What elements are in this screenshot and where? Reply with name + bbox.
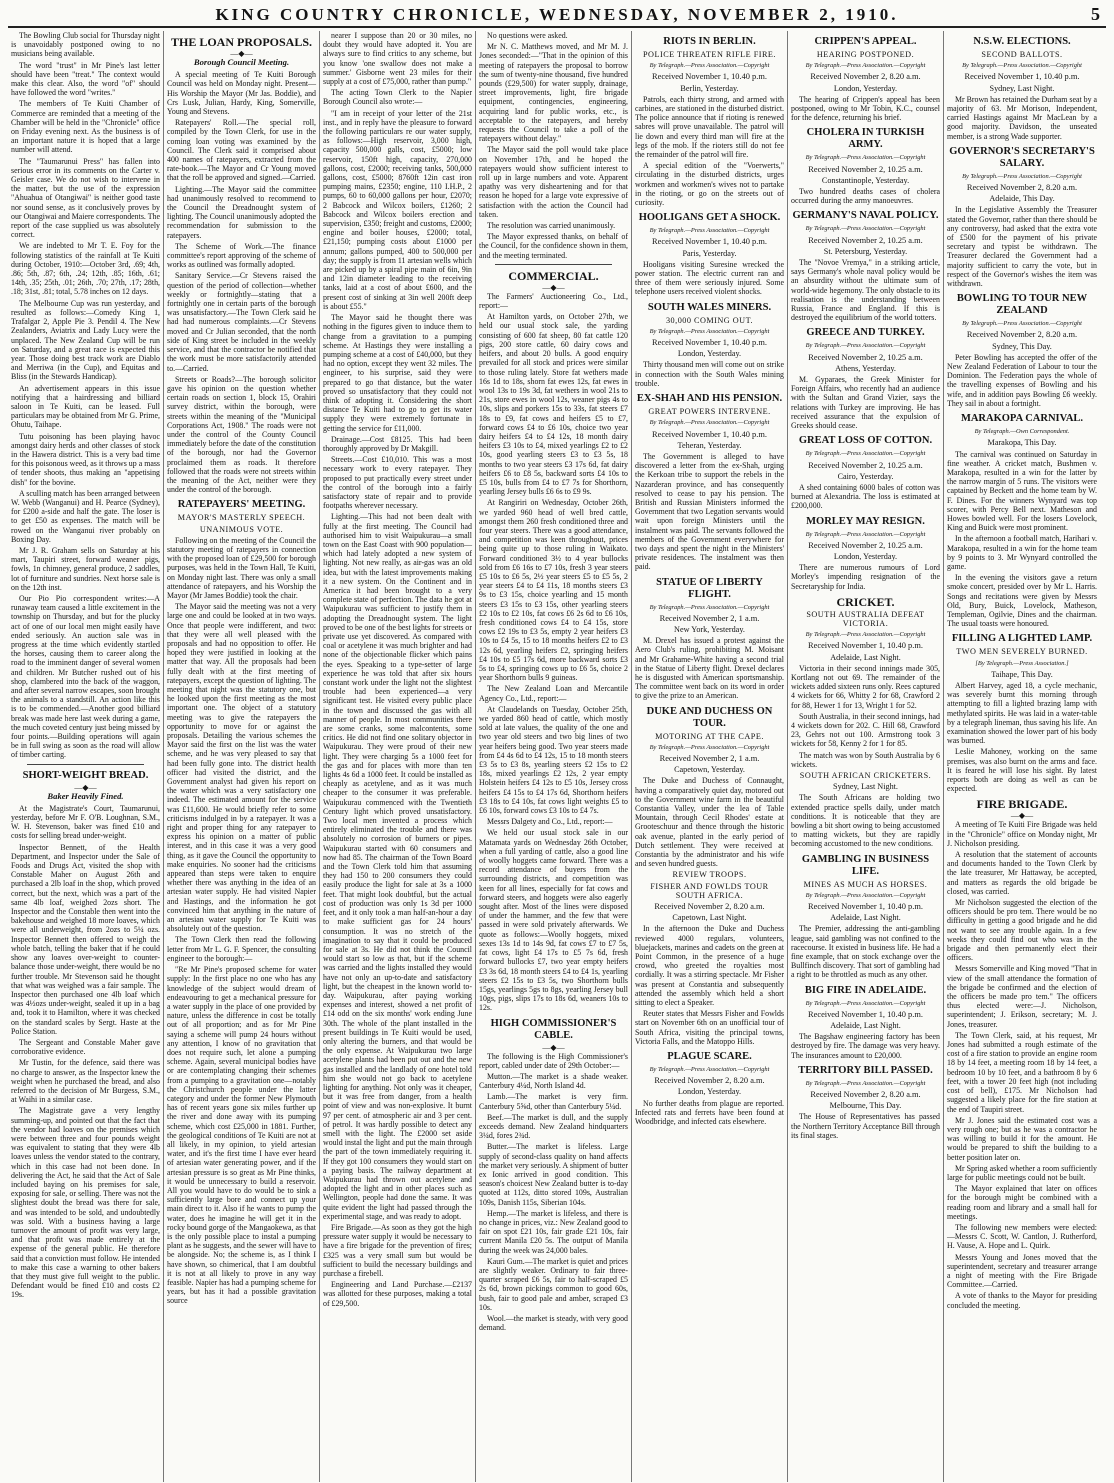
paragraph: In the Legislative Assembly the Treasurer stated the Governor, rather than there should be any controversy, had asked that the extra vote of £500 for the payment of his private secretary and typist be withdrawn. The Treasurer declared the Government had a majority sufficient to carry the vote, but in respect of the Governor's wishes the item was withdrawn.	[947, 205, 1097, 289]
paragraph: Butter.—The market is lifeless. Large supply of second-class quality on hand affects the market very seriously. A shipment of butter ex Ionic arrived in good condition. This season's choicest New Zealand butter is to-day quoted at 112s, ditto stored 109s, Australian 109s, Danish 115s, Siberian 104s.	[479, 1142, 628, 1207]
wire-credit: By Telegraph.—Press Association.—Copyright	[805, 999, 926, 1007]
headline-loan-proposals: THE LOAN PROPOSALS.	[170, 35, 313, 49]
paragraph: A special meeting of Te Kuiti Borough Council was held on Monday night. Present—His Worship the Mayor (Mr Jas. Boddie), and Crs Lusk, Julian, Hardy, King, Somerville, Young and Stevens.	[167, 70, 316, 117]
paragraph: The Mayor said the meeting was not a very large one and could be looked at in two ways. Once that people were indifferent, and two: that they were all well pleased with the proposals and had no opposition to offer. He hoped they were justified in looking at the matter that way. All the proposals had been fully dealt with at the first meeting of ratepayers, except the question of lighting. The meeting that night was the statutory one, but he looked upon the first meeting as the most important one. The object of a statutory meeting was to give the ratepayers the opportunity to move for or against the proposals. Detailing the various schemes the Mayor said the first on the list was the water scheme, and he was very pleased to say that had been fully gone into. The district health officer had visited the district, and the Government analyst had given his report on the water which was a very satisfactory one indeed. The estimated amount for the service was £11,600. He would briefly refer to some criticisms indulged in by a ratepayer. It was a right and proper thing for any ratepayer to express his opinion on a matter of public interest, and in this case it was a very good thing, as it gave the Council the opportunity to make enquiries. No sooner had the criticisms appeared than steps were taken to enquire whether there was anything in the idea of an artesian water supply. He had visited Napier and Hastings, and the information he got convinced him that anything in the nature of an artesian water supply for Te Kuiti was absolutely out of the question.	[167, 602, 316, 934]
paragraph: The Town Clerk, said, at his request, Mr Jones had submitted a rough estimate of the cost of a fire station to provide an engine room 18 by 14 feet, a meeting room 18 by 14 feet, a bedroom 10 by 10 feet, and a bathroom 8 by 6 feet, with a tower 20 feet high (not including cost of bell), £175. Mr Nicholson had suggested a likely place for the fire station at the end of Taupiri street.	[947, 1030, 1097, 1114]
column-6	[788, 31, 944, 1482]
subhead-second-ballots: SECOND BALLOTS.	[981, 50, 1063, 59]
wire-credit: By Telegraph.—Press Association.—Copyright	[805, 891, 926, 899]
paragraph: Messrs Dalgety and Co., Ltd., report:—	[487, 817, 613, 827]
paragraph: In the evening the visitors gave a return smoke concert, presided over by Mr L. Harris. Songs and recitations were given by Messrs Old, Bury, Buick, Lovelock, Matheson, Templeman, Ogilvie, Dines and the chairman. The usual toasts were honoured.	[947, 573, 1097, 629]
paragraph: Mr Spring asked whether a room sufficiently large for public meetings could not be built.	[947, 1163, 1097, 1182]
received-line: Received November 2, 10.25 a.m.	[808, 164, 923, 174]
headline-cholera: CHOLERA IN TURKISH ARMY.	[806, 127, 925, 151]
headline-lighted-lamp: FILLING A LIGHTED LAMP.	[951, 633, 1093, 645]
article-body	[635, 260, 784, 297]
headline-gambling: GAMBLING IN BUSINESS LIFE.	[801, 853, 930, 877]
received-line: Received November 2, 8.20 a.m.	[654, 1076, 765, 1086]
paragraph: In the afternoon the Duke and Duchess reviewed 4000 regulars, volunteers, bluejackets, marines and cadets on the green at Point Common, in the presence of a huge crowd, who greeted the royalties most cordially. It was a stirring spectacle. Mr Fisher was present at Constantia and subsequently attended the assembly which held a short sitting to elect a Speaker.	[635, 924, 784, 1008]
paragraph: The Farmers' Auctioneering Co., Ltd., report:—	[479, 291, 628, 311]
received-line: Received November 2, 8.20 a.m.	[810, 1090, 921, 1100]
article-body	[635, 776, 784, 868]
article-body	[635, 636, 784, 700]
headline-high-commissioner-cable: HIGH COMMISSIONER'S CABLE.	[490, 1017, 617, 1041]
paragraph: The acting Town Clerk to the Napier Borough Council also wrote:—	[323, 88, 472, 107]
col4-cable-paragraphs	[479, 1052, 628, 1333]
place-line: Adelaide, Last Night.	[830, 652, 901, 662]
paragraph: A vote of thanks to the Mayor for presiding concluded the meeting.	[947, 1291, 1097, 1310]
article-body	[635, 360, 784, 388]
paragraph: M. Drexel has issued a protest against the Aero Club's ruling, prohibiting M. Moisant and Mr Grahame-White having a second trial in the Statue of Liberty flight. Drexel declares he is disgusted with American sportsmanship. The committee went back on its word in order to give the prize to an American.	[635, 636, 784, 701]
received-line: Received November 2, 8.20 a.m.	[966, 183, 1078, 193]
paragraph: Ratepayers' Roll.—The special roll, compiled by the Town Clerk, for use in the coming loan voting was examined by the Council. The Clerk said it comprised about 400 names of ratepayers, extracted from the rate-book.—The Mayor and Cr Young moved that the roll be approved and signed.—Carried.	[167, 118, 316, 183]
paragraph: M. Gyparaes, the Greek Minister for Foreign Affairs, who recently had an audience with the Sultan and Grand Vizier, says the relations with Turkey are improving. He has received assurance that the expulsion of Greeks should cease.	[791, 375, 940, 431]
wire-credit: By Telegraph.—Press Association.—Copyright	[962, 320, 1082, 328]
wire-credit: By Telegraph.—Own Correspondent.	[974, 428, 1070, 436]
wire-credit: By Telegraph.—Press Association.—Copyright	[649, 603, 770, 611]
article-body	[947, 820, 1097, 1309]
place-line: New York, Yesterday.	[674, 624, 745, 634]
paragraph: At the Magistrate's Court, Taumarunui, yesterday, before Mr F. O'B. Loughnan, S.M., W. H. Stevenson, baker was fined £10 and costs for selling bread under-weight.	[11, 803, 160, 841]
paragraph: Mutton.—The market is a shade weaker. Canterbury 4¼d, North Island 4d.	[479, 1071, 628, 1091]
ornament-dash: —◆—	[1010, 811, 1034, 821]
wire-credit: [By Telegraph.—Press Association.]	[975, 659, 1069, 667]
paragraph: Mr J. R. Graham sells on Saturday at his mart, Taupiri street, forward weaner pigs, fowls, 1n chimney, general produce, 2 saddles, lot of furniture and sundries. Next horse sale is on the 12th inst.	[11, 545, 160, 592]
paragraph: No further deaths from plague are reported. Infected rats and ferrets have been found at Woodbridge, and infected cats elsewhere.	[635, 1098, 784, 1127]
column-5	[632, 31, 788, 1482]
paragraph: The resolution was carried unanimously.	[487, 221, 616, 231]
headline-crippen: CRIPPEN'S APPEAL.	[814, 36, 917, 47]
paragraph: Lighting.—The Mayor said the committee had unanimously resolved to recommend to the Council the Dreadnought system of lighting. The Council unanimously adopted the recommendation for submission to the ratepayers.	[167, 184, 316, 240]
article-body	[791, 258, 940, 322]
headline-bowling-tour: BOWLING TO TOUR NEW ZEALAND	[956, 293, 1088, 317]
paragraph: At Hamilton yards, on October 27th, we held our usual stock sale, the yarding consisting of 600 fat sheep, 80 fat cattle 120 pigs, 200 store cattle, 60 dairy cows and heifers, and about 20 bulls. A good enquiry prevailed for all stock and prices were similar to those ruling lately. Store fat wethers made 16s 1d to 18s, shorn fat ewes 12s, fat ewes in wool 13s to 19s 3d, fat wethers in wool 21s to 21s, store ewes in wool 12s, weaner pigs 4s to 10s, slips and porkers 15s to 33s, fat steers £7 18s to £9, fat cows and heifers £5 to £7, forward cows £4 to £6 10s, choice two year dairy heifers £4 to £4 12s, 18 month dairy heifers £3 10s to £4, mixed yearlings £2 to £2 10s, good yearling steers £3 to £3 5s, 18 months to two year steers £3 17s 6d, fat dairy heifers £6 to £8 5s, backward sorts £4 10s to £5 10s, bulls from £4 to £7 7s for Shorthorn, yearling Jersey bulls £6 6s to £9 9s.	[479, 312, 628, 497]
place-line: Sydney, This Day.	[992, 341, 1052, 351]
article-body	[791, 95, 940, 123]
place-line: Sydney, Last Night.	[989, 83, 1055, 93]
wire-credit: By Telegraph.—Press Association.—Copyright	[805, 1079, 926, 1087]
wire-credit: By Telegraph.—Press Association.—Copyright	[805, 154, 926, 162]
paragraph: The Premier, addressing the anti-gambling league, said gambling was not confined to the racecourse. It existed in business life. He had a fine example, that on stock exchange over the Bullfinch discovery. That sort of gambling had a right to be throttled as much as any other.	[791, 924, 940, 980]
place-line: Athens, Yesterday.	[835, 363, 896, 373]
wire-credit: By Telegraph.—Press Association.—Copyright	[805, 342, 926, 350]
paragraph: The word "trust" in Mr Pine's last letter should have been "treat." The context would make this clear. Also, the word "of" should have followed the word "writes."	[11, 60, 160, 98]
col4-commercial-paragraphs	[479, 292, 628, 1013]
paragraph: The "Novoe Vremya," in a striking article, says Germany's whole naval policy would be an absurdity without the ultimate sum of world-wide hegemony. The only obstacle to its realisation is the understanding between Russia, France and England. If this is destroyed the equilibrium of the world totters.	[791, 258, 940, 323]
column-7	[944, 31, 1100, 1482]
separator-rule	[495, 264, 612, 265]
wire-credit: By Telegraph.—Press Association.—Copyright	[649, 62, 770, 70]
paragraph: Mr Brown has retained the Durham seat by a majority of 63. Mr Morison, Independent, carried Hastings against Mr MacLean by a good majority. Davidson, the unseated member, is a strong Wade supporter.	[947, 94, 1097, 141]
received-line: Received November 2, 8.20 a.m.	[810, 72, 921, 82]
wire-credit: By Telegraph.—Press Association.—Copyright	[805, 225, 926, 233]
paragraph: The Mayor explained that later on offices for the borough might be combined with a reading room and library and a small hall for meetings.	[947, 1184, 1097, 1221]
received-line: Received November 1, 10.40 p.m.	[652, 237, 767, 247]
paragraph: A special edition of the "Voerwerts," circulating in the disturbed districts, urges workmen and workmen's wives not to partake in the rioting, or go on the streets out of curiosity.	[635, 161, 784, 208]
subhead-fisher-fowlds: FISHER AND FOWLDS TOUR SOUTH AFRICA.	[650, 881, 769, 900]
place-line: Cairo, Yesterday.	[837, 471, 894, 481]
received-line: Received November 1, 10.40 p.m.	[808, 641, 923, 651]
article-body	[791, 924, 940, 979]
wire-credit: By Telegraph.—Press Association.—Copyright	[649, 743, 770, 751]
headline-marakopa-carnival: MARAKOPA CARNIVAL.	[960, 413, 1084, 425]
paragraph: The Mayor said the poll would take place on November 17th, and he hoped the ratepayers would show sufficient interest to roll up in large numbers and vote. Apparent apathy was very disheartening and for that reason he hoped for a large vote expressive of satisfaction with the action the Council had taken.	[479, 145, 628, 219]
paragraph: Lamb.—The market is very firm. Canterbury 5⅝d, other than Canterbury 5¼d.	[479, 1092, 628, 1111]
article-body	[791, 187, 940, 205]
paragraph: The Magistrate gave a very lengthy summing-up, and pointed out that the fact that the vendor had loaves on the premises which were between three and four pounds weight was equivalent to stating that they were 4lb loaves unless the vendor stated to the contrary, which in this case had not been done. In delivering the Act, he said that the Act of Sale included baying on his premises for sale, exposing for sale, or selling. There was not the slightest doubt the bread was there for sale, and was intended to be sold, and undoubtedly was sold. With a business having a large turnover the amount of profit was very large, and that profit was made entirely at the expense of the general public. He therefore said that a conviction must follow. He intended to make this case a warning to other bakers that they must give full weight to the public. Defendant would be fined £10 and costs £2 19s.	[11, 1106, 160, 1300]
paragraph: Lighting.—This had not been dealt with fully at the first meeting. The Council had authorised him to visit Waipukurau—a small town on the East Coast with 900 population—which had lately adopted a new system of lighting. Not new really, as air-gas was an old idea, but with the latest improvements making it a new system. On the Continent and in America it had been brought to a very complete state of perfection. The data he got at Waipukurau was sufficient to justify them in adopting the Dreadnought system. The light proved to be one of the best lights for streets or private use yet discovered. As compared with coal or acetylene it was much brighter and had none of the objectionable flicker which pains the eyes. Speaking to a type-setter of large experience he was told that after six hours constant work under the light not the slightest trouble had been experienced—a very significant test. He visited every public place in the town and discussed the gas with all manner of people. In most communities there are some cranks, some malcontents, some critics. He did not find one solitary objector in Waipukurau. They were proud of their new light. They were charging 5s a 1000 feet for the gas and for places with more than ten lights 4s 6d a 1000 feet. It could be installed as cheaply as acetylene, and as it was much cheaper to the consumer it was preferable. Waipukurau commenced with the Twentieth Century light which proved unsatisfactory. Two local men invented a process which entirely eliminated the trouble and there was absolutely no corrosion of burners or pipes. Waipukurau started with 60 consumers and now had 85. The chairman of the Town Board and the Town Clerk told him that assuming they had 150 to 200 consumers they could easily produce the light for sale at 3s a 1000 feet. That might look doubtful, but the actual cost of production was only 1s 3d per 1000 feet, and it only took a man half-an-hour a day to make sufficient gas for 24 hours' consumption. It was no stretch of the imagination to say that it could be produced for sale at 3s. He did not think the Council would start so low as that, but if the scheme was carried and the lights installed they would have not only an up-to-date and satisfactory light, but the cheapest in the known world to-day. Waipukurau, after paying working expenses and interest, showed a net profit of £14 odd on the six months' work ending June 30th. The whole of the plant installed in the present buildings in Te Kuiti would be used, only altering the burners, and that would be the only expense. At Waipukurau two large acetylene plants had been put out and the new gas installed and the landlady of one hotel told him she would not go back to acetylene lighting for anything. Not only was it cheaper, but it was free from danger, from a health point of view and was non-explosive. It burnt 97 per cent. of atmospheric air and 3 per cent. of petrol. It was hardly possible to detect any smell with the light. The £2000 set aside would instal the light and put the main through the part of the town immediately requiring it. If they got 100 consumers they would start on a paying basis. The railway department at Waipukurau had thrown out acetylene and adopted the light and in other places such as Wellington, people had done the same. It was quite evident the light had passed through the experimental stage, and was ready to adopt.	[323, 512, 473, 1221]
paragraph: A meeting of Te Kuiti Fire Brigade was held in the "Chronicle" office on Monday night, Mr J. Nicholson presiding.	[947, 820, 1097, 848]
received-line: Received November 2, 10.25 a.m.	[808, 460, 923, 470]
paragraph: The Bowling Club social for Thursday night is unavoidably postponed owing to no musicians being available.	[11, 31, 160, 59]
received-line: Received November 1, 10.40 p.m.	[652, 429, 767, 439]
column-3	[320, 31, 476, 1482]
received-line: Received November 2, 1 a.m.	[659, 613, 760, 623]
paragraph: Hemp.—The market is lifeless, and there is no change in prices, viz.: New Zealand good to fair on spot £21 10s, fair grade £21 10s, fair current Manila £20 5s. The output of Manila during the week was 24,000 bales.	[479, 1208, 628, 1255]
headline-nsw-elections: N.S.W. ELECTIONS.	[973, 36, 1071, 47]
paragraph: We are indebted to Mr T. E. Foy for the following statistics of the rainfall at Te Kuiti during October, 1910:—October 3rd, .69; 4th, .86; 5th, .87; 6th, .24; 12th, .85; 16th, .61; 14th, .35; 25th, .01; 26th, .70; 27th, .17; 28th, .18; 31st, .81; total, 5.78 inches on 12 days.	[11, 241, 160, 297]
ornament-dash: —◆—	[74, 782, 97, 792]
place-line: London, Yesterday.	[833, 551, 898, 561]
place-line: Paris, Yesterday.	[682, 248, 737, 258]
place-line: Adelaide, Last Night.	[830, 1021, 901, 1031]
subhead-motoring: MOTORING AT THE CAPE.	[655, 731, 764, 741]
ornament-dash: —◆—	[542, 1042, 565, 1052]
headline-cricket: CRICKET.	[836, 594, 895, 609]
headline-commercial: COMMERCIAL.	[508, 268, 599, 283]
place-line: Marakopa, This Day.	[987, 438, 1057, 448]
paragraph: Messrs Somerville and King moved "That in view of the small attendance the formation of the brigade be confirmed and the election of the officers be made pro tem." The officers thus elected were:—J. Nicholson, superintendent; J. Erikson, secretary; M. J. Jones, treasurer.	[947, 964, 1097, 1029]
paragraph: The carnival was continued on Saturday in fine weather. A cricket match, Bushmen v. Marakopa, resulted in a win for the latter by the narrow margin of 5 runs. The visitors were captained by Beckett and the home team by W. F. Dines. For the winners Wynyard was top scorer, with Percy Bell next. Matheson and Howes bowled well. For the losers Lovelock, King and Buick were most prominent.	[947, 449, 1097, 533]
paragraph: The Mayor expressed thanks, on behalf of the Council, for the confidence shown in them, and the meeting terminated.	[479, 232, 628, 260]
paragraph: nearer I suppose than 20 or 30 miles, no doubt they would have adopted it. You are always sure to find critics to any scheme, but you know 'one swallow does not make a summer.' Gisborne went 23 miles for their supply at a cost of £75,000, rather than pump."	[323, 31, 472, 87]
place-line: Constantinople, Yesterday.	[821, 175, 910, 185]
paragraph: The Melbourne Cup was run yesterday, and resulted as follows:—Comedy King 1, Trafalgar 2, Apple Pie 3. Pendil 4. The New Zealanders, Aviatrix and Lady Lucy were the unplaced. The New Zealand Cup will be run on Saturday, and a great race is expected this year. Those doing best track work are Diablo and Merriwa (in the Cup), and Equitas and Bliss (in the Stewards Handicap).	[11, 298, 160, 382]
col1-article-paragraphs	[11, 804, 160, 1300]
wire-credit: By Telegraph.—Press Association.—Copyright	[805, 450, 926, 458]
col3-paragraphs	[323, 31, 472, 1308]
article-body	[635, 452, 784, 572]
paragraph: South Australia, in their second innings, had 4 wickets down for 202. C. Hill 68, Crawford 23, Gehrs not out 100. Armstrong took 3 wickets for 58, Kenny 2 for 1 for 85.	[791, 711, 940, 749]
received-line: Received November 2, 10.25 a.m.	[808, 235, 923, 245]
place-line: Capetown, Yesterday.	[674, 765, 745, 775]
paragraph: In the afternoon a football match, Harihari v. Marakopa, resulted in a win for the home team by 9 points to 3. Mr Wynyard controlled the game.	[947, 534, 1097, 571]
headline-duke-duchess: DUKE AND DUCHESS ON TOUR.	[646, 705, 773, 729]
paragraph: Messrs Young and Jones moved that the superintendent, secretary and treasurer arrange a night of meeting with the Fire Brigade Committee.—Carried.	[947, 1252, 1097, 1290]
subhead-coming-out: 30,000 COMING OUT.	[665, 315, 754, 325]
paragraph: The South Africans are holding two extended practice spells daily, under match conditions. It is noticeable that they are bowling a bit short owing to being accustomed to matting wickets, but they are rapidly becoming accustomed to the new conditions.	[791, 793, 940, 849]
paragraph: The Duke and Duchess of Connaught, having a comparatively quiet day, motored out to the Government wine farm in the beautiful Constantia Valley, under the lea of Table Mountain, through Cecil Rhodes' estate at Grooteschuur and thence through the historic oak avenue, planted in the early period of Dutch settlement. They were received at Constantia by the administrator and his wife and seven hundred guests.	[635, 776, 784, 869]
paragraph: Drainage.—Cost £8125. This had been thoroughly approved by Dr Makgill.	[323, 434, 472, 453]
article-body	[791, 1112, 940, 1140]
paragraph: Hooligans visiting Suresine wrecked the power station. The electric current ran and three of them were seriously injured. Some telephone users received violent shocks.	[635, 259, 784, 297]
paragraph: "I am in receipt of your letter of the 21st inst., and in reply have the pleasure to forward the following particulars re our water supply, as follows:—High reservoir, 3,000 high, capacity 500,000 galls, cost, £5000; low reservoir, 150ft high, capacity, 270,000 gallons, cost, £2000; receiving tanks, 500,000 gallons, cost, £5000; 8760ft 12in cast iron pumping mains, £2350; engine, 110 I.H.P., 2 pumps, 60 to 60,000 gallons per hour, £2070; 2 Babcock and Wilcox boilers, £1260; 2 Babcock and Wilcox boilers erection and supervision, £350; freight and customs, £2000; engine and boiler houses, £2000; total, £21,150; pumping costs about £1000 per annum; gallons pumped, 400 to 500,000 per day; the supply is from 11 artesian wells which are picked up by a spiral pipe main of 6in, 9in and 12in diameter leading to the receiving tanks, laid at a cost of about £600, and the present cost of sinking at 3in well 200ft deep is about £55."	[323, 108, 472, 311]
masthead-title: KING COUNTRY CHRONICLE, WEDNESDAY, NOVEMBER 2, 1910.	[215, 5, 899, 24]
paragraph: No questions were asked.	[487, 31, 568, 40]
subhead-borough-council: Borough Council Meeting.	[193, 57, 290, 67]
paragraph: Tutu poisoning has been playing havoc amongst dairy herds and other classes of stock in the Hawera district. This is a very bad time for this poisonous weed, as it throws up a mass of tender shoots, thus making an "appetising dish" for the bovine.	[11, 431, 160, 487]
paragraph: The Government is alleged to have discovered a letter from the ex-Shah, urging the Kerkoan tribe to support the rebels in the Nazarderan province, and has consequently resolved to cease to pay his pension. The British and Russian Ministers informed the Government that two Legation servants would wait upon foreign Ministers until the instalment was paid. The servants followed the members of the Government everywhere for two days and spent the night in the Ministers' private residences. The instalment was then paid.	[635, 451, 784, 572]
paragraph: Thirty thousand men will come out on strike in connection with the South Wales mining trouble.	[635, 360, 784, 388]
received-line: Received November 2, 1 a.m.	[659, 753, 760, 763]
column-4	[476, 31, 632, 1482]
received-line: Received November 2, 10.25 a.m.	[808, 352, 923, 362]
paragraph: Peter Bowling has accepted the offer of the New Zealand Federation of Labour to tour the Dominion. The Federation pays the whole of the travelling expenses of Bowling and his wife, and in addition pays Bowling £6 weekly. They sail in about a fortnight.	[947, 352, 1097, 408]
place-line: Capetown, Last Night.	[672, 913, 747, 923]
headline-plague-scare: PLAGUE SCARE.	[667, 1051, 752, 1063]
place-line: Adelaide, This Day.	[989, 194, 1055, 204]
paragraph: Inspector Bennett, of the Health Department, and Inspector under the Sale of Foods and Drugs Act, visited the shop with Constable Maher on August 26th and purchased a 2lb loaf in the shop, which proved correct, but the next, which was a part of the same 4lb loaf, weighed 2ozs short. The Inspector and the Constable then went into the bakehouse and weighed 18 more loaves, which were all underweight, from 2ozs to 5¼ ozs. Inspector Bennett then offered to weigh the whole batch, telling the baker that if he could show any loaves over-weight to counter-balance those under-weight, there would be no further trouble. Mr Stevenson said he thought that what was weighed was a fair sample. The Inspector then purchased one 4lb loaf which was 4½ozs under-weight, sealed it up in a bag and, took it to Hamilton, where it was checked on the standard scales by Sergt. Haste at the Police Station.	[11, 842, 160, 1036]
paragraph: The Bagshaw engineering factory has been destroyed by fire. The damage was very heavy. The insurances amount to £20,000.	[791, 1032, 940, 1060]
subhead-unanimous-vote: UNANIMOUS VOTE.	[199, 524, 284, 534]
article-body	[635, 924, 784, 1046]
paragraph: The Town Clerk then read the following letter from Mr L. G. F. Spencer, the consulting engineer to the borough:—	[167, 935, 316, 963]
subhead-review-troops: REVIEW TROOPS.	[672, 870, 747, 880]
paragraph: Albert Harvey, aged 18, a cycle mechanic, was severely burnt this morning through attempting to fill a lighted brazing lamp with methylated spirits. He was laid in a water-table by a telegraph lineman, thus saving his life. An examination showed the lower part of his body was burned.	[947, 680, 1097, 746]
columns	[8, 31, 1106, 1482]
paragraph: Following on the meeting of the Council the statutory meeting of ratepayers in connection with the proposed loan of £29,500 for borough purposes, was held in the Town Hall, Te Kuiti, on Monday night last. There was only a small attendance of ratepayers, and his Worship the Mayor (Mr James Boddie) took the chair.	[167, 535, 316, 600]
paragraph: Streets.—Cost £10,010. This was a most necessary work to every ratepayer. They proposed to put practically every street under the control of the borough into a fairly satisfactory state of repair and to provide footpaths wherever necessary.	[323, 455, 472, 511]
place-line: Taihape, This Day.	[991, 669, 1053, 679]
article-body	[635, 95, 784, 207]
place-line: Melbourne, This Day.	[829, 1101, 902, 1111]
article-body	[947, 450, 1097, 629]
article-body	[947, 205, 1097, 288]
subhead-mines-horses: MINES AS MUCH AS HORSES.	[803, 879, 928, 889]
headline-big-fire-adelaide: BIG FIRE IN ADELAIDE.	[804, 984, 927, 996]
article-body	[791, 1032, 940, 1060]
col1-paragraphs	[11, 31, 160, 760]
paragraph: Fire Brigade.—As soon as they got the high pressure water supply it would be necessary to have a fire brigade for the prevention of fires; £325 was a very small sum but would be sufficient to build the necessary buildings and purchase a firebell.	[323, 1223, 472, 1279]
paragraph: The members of Te Kuiti Chamber of Commerce are reminded that a meeting of the Chamber will be held in the "Chronicle" office on Friday evening next. As the business is of an important nature it is hoped that a large number will attend.	[11, 99, 160, 155]
place-line: London, Yesterday.	[677, 349, 742, 359]
headline-ratepayers-meeting: RATEPAYERS' MEETING.	[177, 499, 306, 511]
paragraph: We held our usual stock sale in our Matamata yards on Wednesday 26th October, when a full yarding of cattle, also a good line of woolly hoggets came forward. There was a record attendance of buyers from the surrounding districts, and competition was keen for all lines, especially for fat cows and forward steers, and hoggets were also eagerly sought after. Most of the lines were disposed of under the hammer, and the few that were passed in were sold privately afterwards. We quote as follows:—Woolly hoggets, mixed sexes 13s 1d to 14s 9d, fat cows £7 to £7 5s, fat cows, light £4 17s to £5 7s 6d, fresh forward bullocks £7, two year empty heifers £3 3s 6d, 18 month steers £4 to £4 1s, yearling steers £2 15s to £3 5s, two Shorthorn bulls 15gs, yearlings 5gs to 8gs, yearling Jersey bull 10gs, pigs, slips 17s to 18s 6d, weaners 10s to 12s.	[479, 828, 628, 1013]
received-line: Received November 1, 10.40 p.m.	[808, 902, 923, 912]
col2-paragraphs	[167, 70, 316, 494]
article-body	[791, 664, 940, 769]
column-2	[164, 31, 320, 1482]
separator-rule	[27, 764, 144, 765]
masthead	[8, 4, 1106, 28]
wire-credit: By Telegraph.—Press Association.—Copyright	[805, 530, 926, 538]
paragraph: Streets or Roads?—The borough solicitor gave his opinion on the question whether certain roads on section 1, block 15, Orahiri survey district, within the borough, were streets within the meaning of the "Municipal Corporations Act, 1908." The roads were not under the control of the County Council immediately before the date of the constitution of the borough, nor had the Governor proclaimed them as roads. It therefore followed that the roads were not streets within the meaning of the Act, neither were they under the control of the borough.	[167, 374, 316, 495]
wire-credit: By Telegraph.—Press Association.—Copyright	[962, 172, 1082, 180]
place-line: St. Petersburg, Yesterday.	[823, 246, 908, 256]
place-line: Berlin, Yesterday.	[680, 83, 739, 93]
paragraph: Mr J. Jones said the estimated cost was a very rough one; but as he was a contractor he was willing to build it for the amount. He would be prepared to shift the building to a better position later on.	[947, 1115, 1097, 1162]
paragraph: There are numerous rumours of Lord Morley's impending resignation of the Secretaryship for India.	[791, 563, 940, 591]
subhead-police-rifle: POLICE THREATEN RIFLE FIRE.	[643, 50, 776, 59]
article-body	[947, 681, 1097, 793]
headline-riots-berlin: RIOTS IN BERLIN.	[663, 36, 756, 47]
paragraph: A sculling match has been arranged between W. Webb (Wanganui) and H. Pearce (Sydney), for £200 a-side and half the gate. The loser is to get £50 as expenses. The match will be rowed on the Wanganui river probably on Boxing Day.	[11, 488, 160, 544]
paragraph: Engineering and Land Purchase.—£2137 was allotted for these purposes, making a total of £29,500.	[323, 1280, 472, 1308]
subhead-sa-defeat-victoria: SOUTH AUSTRALIA DEFEAT VICTORIA.	[806, 609, 925, 628]
article-body	[791, 483, 940, 511]
paragraph: The hearing of Crippen's appeal has been postponed, owing to Mr Tobin, K.C., counsel for the defence, returning his brief.	[791, 94, 940, 123]
paragraph: Two hundred deaths cases of cholera occurred during the army manoeuvres.	[791, 187, 940, 206]
subhead-sa-cricketers: SOUTH AFRICAN CRICKETERS.	[799, 770, 932, 780]
place-line: London, Yesterday.	[833, 83, 898, 93]
place-line: Teheran, Yesterday.	[677, 440, 742, 450]
paragraph: The match was won by South Australia by 6 wickets.	[791, 750, 940, 769]
ornament-dash: —◆—	[230, 49, 253, 58]
received-line: Received November 2, 10.25 a.m.	[808, 540, 923, 550]
paragraph: Mr Tustin, for the defence, said there was no charge to answer, as the Inspector knew the weight when he purchased the bread, and also referred to the decision of Mr Burgess, S.M., at Waihi in a similar case.	[11, 1058, 160, 1105]
paragraph: Reuter states that Messrs Fisher and Fowlds start on November 6th on an unofficial tour of South Africa, visiting the principal towns, Victoria Falls, and the Matoppo Hills.	[635, 1009, 784, 1046]
headline-ex-shah: EX-SHAH AND HIS PENSION.	[636, 393, 783, 405]
headline-fire-brigade: FIRE BRIGADE.	[976, 797, 1068, 812]
subhead-two-men-burned: TWO MEN SEVERELY BURNED.	[956, 647, 1088, 657]
paragraph: Kauri Gum.—The market is quiet and prices are slightly weaker. Ordinary to fair three-quarter scraped £6 5s, fair to half-scraped £5 2s 6d, brown pickings common to good 60s, bush, fair to good pale and amber, scraped £3 10s.	[479, 1256, 628, 1312]
paragraph: A resolution that the statement of accounts and documents handed to the Town Clerk by the late treasurer, Mr Hattaway, be accepted, and matters as regards the old brigade be closed, was carried.	[947, 850, 1097, 896]
paragraph: Victoria in their second innings made 305, Kortlang not out 69. The remainder of the wickets added sixteen runs only. Rees captured 4 wickets for 66, Whitty 2 for 68, Crawford 2 for 88, Hewer 1 for 13, Wright 1 for 52.	[791, 663, 940, 710]
paragraph: The following new members were elected:—Messrs C. Scott, W. Cantlon, J. Rutherford, H. Vause, A. Hope and L. Quirk.	[947, 1222, 1097, 1251]
ornament-dash: —◆—	[542, 282, 565, 292]
subhead-great-powers: GREAT POWERS INTERVENE.	[648, 407, 771, 417]
headline-governors-secretary: GOVERNOR'S SECRETARY'S SALARY.	[949, 145, 1095, 169]
subhead-hearing: HEARING POSTPONED.	[816, 50, 915, 59]
received-line: Received November 2, 8.20 a.m.	[654, 902, 765, 912]
paragraph: The Scheme of Work.—The finance committee's report approving of the scheme of works as outlined was formally adopted.	[167, 241, 316, 270]
subhead-baker-fined: Baker Heavily Fined.	[47, 790, 124, 801]
received-line: Received November 1, 10.40 p.m.	[808, 1009, 923, 1019]
article-body	[791, 793, 940, 848]
paragraph: At Rangiriri on Wednesday, October 26th, we yarded 960 head of well bred cattle, amongst them 260 fresh conditioned three and four year steers. There was a good attendance, and competition was keen throughout, prices being quite up to those ruling in Waikato. Forward conditioned 3½ to 4 year bullocks sold from £6 16s to £7 10s, fresh 3 year steers £5 10s to £6 5s, 2½ year steers £5 to £5 5s, 2 year steers £4 to £4 11s, 18 months steers £3 9s to £3 15s, choice yearling and 15 month steers £3 15s to £3 15s, other yearling steers £2 10s to £2 10s, fat cows £6 2s 6d to £6 10s, fresh conditioned cows £4 to £4 15s, store cows £2 19s to £3 5s, empty 2 year heifers £3 10s to £4 5s, 15 to 18 months heifers £2 to £3 12s 6d, yearling heifers £2, springing heifers £4 10s to £5 17s 6d, more backward sorts £3 5s to £4, springing cows up to £6 5s, choice 2 year Shorthorn bulls 9 guineas.	[479, 498, 628, 683]
article-body	[947, 95, 1097, 141]
paragraph: Sanitary Service.—Cr Stevens raised the question of the period of collection—whether weekly or fortnightly—stating that a fortnightly one in certain parts of the borough was unsatisfactory.—The Town Clerk said he had had numerous complaints.—Cr Stevens moved and Cr Julian seconded, that the north side of King street be included in the weekly service, and that the contractor be notified that the work must be more satisfactorily attended to.—Carried.	[167, 271, 316, 373]
wire-credit: By Telegraph.—Press Association.—Copyright	[962, 62, 1082, 70]
article-body	[635, 1099, 784, 1127]
paragraph: Patrols, each thirty strong, and armed with carbines, are stationed in the disturbed district. The police announce that if rioting is renewed sabres will prove unavailable. The patrol will lie down and every third man will fire at the legs of the mob. If the rioters still do not fee the remainder of the patrol will fire.	[635, 94, 784, 160]
article-body	[791, 375, 940, 430]
subhead-mayor-speech: MAYOR'S MASTERLY SPEECH.	[177, 513, 306, 523]
paragraph: Leslie Mahoney, working on the same premises, was also burnt on the arms and face. It is feared he will lose his sight. By latest reports both are doing as well as can be expected.	[947, 747, 1097, 794]
headline-cotton: GREAT LOSS OF COTTON.	[798, 435, 933, 447]
headline-hooligans: HOOLIGANS GET A SHOCK.	[638, 212, 781, 224]
paragraph: Mr N. C. Matthews moved, and Mr M. J. Jones seconded:—"That in the opinion of this meeting of ratepayers the proposal to borrow the sum of twenty-nine thousand, five hundred pounds (£29,500) for water supply, drainage, street improvements, light, fire brigade equipment, contingencies, engineering, acquiring land for public works, etc., is acceptable to the ratepayers, and hereby requests the Council to take a poll of the ratepayers without delay."	[479, 42, 628, 144]
received-line: Received November 1, 10.40 p.m.	[964, 72, 1080, 82]
paragraph: Wool.—the market is steady, with very good demand.	[479, 1314, 628, 1333]
paragraph: The following is the High Commissioner's report, cabled under date of 29th October:—	[479, 1051, 628, 1070]
headline-statue-liberty: STATUE OF LIBERTY FLIGHT.	[656, 576, 763, 600]
column-1	[8, 31, 164, 1482]
paragraph: The House of Representatives has passed the Northern Territory Acceptance Bill through its final stages.	[791, 1112, 940, 1140]
paragraph: "Re Mr Pine's proposed scheme for water supply: In the first place no one who has any knowledge of the subject would dream of endeavouring to get a mechanical pressure for a water supply in the place of one provided by nature, unless the difference in cost be totally out of all proportion; and as for Mr Pine saying a scheme will pump 24 hours without any attention, I know of no gravitation that does not require such, let alone a pumping scheme. Again, several municipal bodies have or are contemplating changing their schemes from a pumping to a gravitation one—notably the Christchurch people under the latter category and under the former New Plymouth has of recent years gone six miles further up the river and done away with its pumping scheme, which cost £25,000 in 1881. Further, the geological conditions of Te Kuiti are not at all likely, in my opinion, to yield artesian water, and it's the first time I have ever heard of artesian water generating power, and if the artesian pressure is so great as Mr Pine thinks, it would be unnecessary to build a reservoir. All you would have to do would be to sink a sufficiently large bore and connect up your main direct to it. Also if he wants to pump the water, does he imagine he will get it in the rocky bound gorge of the Mangaokewa, as that is the only possible place to instal a pumping plant as he suggests, and the sewer will have to be alongside. No; the scheme is, as I think I have shown, so chimerical, that I am doubtful it is not at all likely to prove in any way feasible. Napier has had a pumping scheme for years, but has it had a possible gravitation source	[167, 965, 317, 1306]
place-line: London, Yesterday.	[677, 1087, 742, 1097]
wire-credit: By Telegraph.—Press Association.—Copyright	[649, 1066, 770, 1074]
received-line: Received November 2, 8.20 a.m.	[966, 330, 1078, 340]
headline-germany-naval: GERMANY'S NAVAL POLICY.	[792, 210, 939, 222]
wire-credit: By Telegraph.—Press Association.—Copyright	[649, 227, 770, 235]
place-line: Sydney, Last Night.	[833, 782, 898, 792]
wire-credit: By Telegraph.—Press Association.—Copyright	[805, 631, 926, 639]
paragraph: The New Zealand Loan and Mercantile Agency Co., Ltd., report:—	[479, 684, 628, 703]
article-body	[791, 563, 940, 591]
paragraph: An advertisement appears in this issue notifying that a hairdressing and billiard saloon in Te Kuiti, can be leased. Full particulars may be obtained from Mr G. Prime, Ohutu, Taihape.	[11, 383, 160, 430]
paragraph: The Sergeant and Constable Maher gave corroborative evidence.	[11, 1037, 160, 1057]
wire-credit: By Telegraph.—Press Association.—Copyright	[805, 62, 926, 70]
received-line: Received November 1, 10.40 p.m.	[652, 72, 767, 82]
received-line: Received November 1, 10.40 p.m.	[652, 338, 767, 348]
col2-article-paragraphs	[167, 536, 316, 1306]
paragraph: The Mayor said he thought there was nothing in the figures given to induce them to change from a gravitation to a pumping scheme. At Hastings they were installing a pumping scheme at a cost of £40,000, but they had no option, except they went 32 miles. The engineer, to his surprise, said they were prepared to go that distance, but the water proved so unsatisfactory that they could not think of adopting it. Considering the short distance Te Kuiti had to go to get its water supply they were extremely fortunate in getting the service for £11,000.	[323, 313, 472, 433]
col4-paragraphs	[479, 31, 628, 260]
headline-south-wales-miners: SOUTH WALES MINERS.	[647, 301, 772, 313]
article-body	[947, 353, 1097, 408]
wire-credit: By Telegraph.—Press Association.—Copyright	[649, 419, 770, 427]
paragraph: Mr Nicholson suggested the election of the officers should be pro tem. There would be no difficulty in getting a good brigade and he did not want to see any trouble again. In a few weeks they could find out who was in the brigade and then permanently elect their officers.	[947, 898, 1097, 963]
paragraph: The "Taumarunui Press" has fallen into serious error in its comments on the Carter v. Geisler case. We do not wish to intervene in the matter, but the use of the expression "Ahuahua of Otangiwai" is neither good taste nor sound sense, as it conclusively proves by our Otangiwai and Maiere correspondents. The report of the case supplied us was absolutely correct.	[11, 156, 160, 240]
page-number: 5	[1091, 4, 1100, 24]
wire-credit: By Telegraph.—Press Association.—Copyright	[649, 327, 770, 335]
paragraph: A shed containing 6000 bales of cotton was burned at Alexandria. The loss is estimated at £200,000.	[791, 482, 940, 511]
headline-territory-bill: TERRITORY BILL PASSED.	[798, 1064, 933, 1076]
headline-short-weight-bread: SHORT-WEIGHT BREAD.	[22, 769, 149, 781]
headline-greece-turkey: GREECE AND TURKEY.	[806, 327, 925, 339]
paragraph: Beef.—The market is dull, and the supply exceeds demand. New Zealand hindquarters 3¼d, fores 2¾d.	[479, 1112, 628, 1141]
paragraph: At Claudelands on Tuesday, October 25th, we yarded 860 head of cattle, which mostly sold at late values, the quality of the one and two year old steers and two big lines of two year heifers being good. Two year steers made from £4 4s 6d to £4 12s, 15 to 18 month steers £3 5s to £3 8s, yearling steers £2 15s to £2 18s, mixed yearlings £2 12s, 2 year empty Holstein heifers £4 12s to £5 10s, Jersey cross heifers £4 15s to £4 17s 6d, Shorthorn heifers £3 18s to £4 10s, fat cows light weights £5 to £6 10s, forward cows £3 10s to £4 7s.	[479, 704, 628, 816]
place-line: Adelaide, Last Night.	[830, 913, 901, 923]
paragraph: Our Pio Pio correspondent writes:—A runaway team caused a little excitement in the township on Thursday, and but for the plucky act of one of our local men might easily have ended seriously. An auction sale was in progress at the time which evidently startled the horses, causing them to career along the road to the imminent danger of several women and children. Mr Butcher rushed out of his shop, clambered into the back of the waggon, and after several narrow escapes, soon brought the animals to a standstill. An action like this is to be commended.—Another good billiard break was made here last week during a game, the much coveted century just being missed by four points.—Building operations will again be in full swing as soon as the road will allow of timber carting.	[11, 593, 160, 760]
headline-morley: MORLEY MAY RESIGN.	[806, 515, 925, 527]
